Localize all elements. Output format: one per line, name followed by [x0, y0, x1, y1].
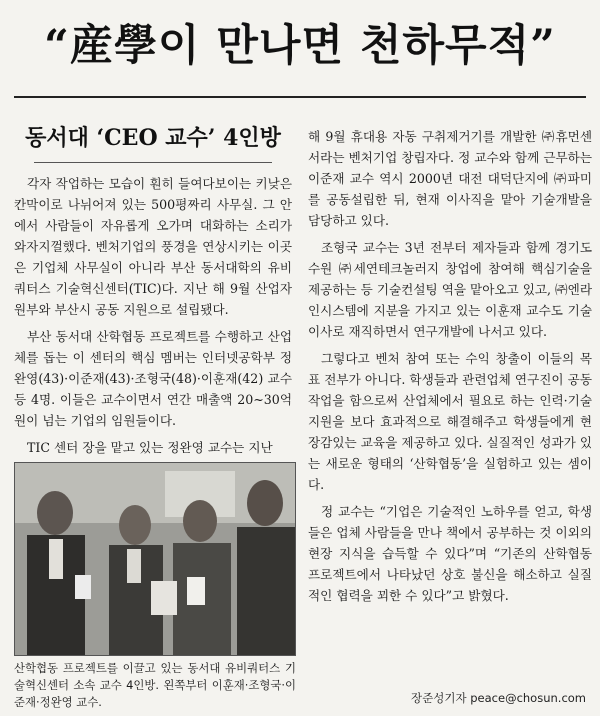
- left-column: [14, 118, 292, 458]
- right-paragraph-3: 그렇다고 벤처 참여 또는 수익 창출이 이들의 목표 전부가 아니다. 학생들과 관련업체 연구진이 공동 작업을 함으로써 산업체에서 필요로 하는 인력·기술 지원을 보다 효과적으로 해결해주고 학생들에게 현장감있는 교육을 제공하고 있다. 실질적인 성과가 있는 새로운 형태의 ‘산학협동’을 실험하고 있는 셈이다.: [308, 351, 592, 492]
- subheadline-rule: [34, 162, 272, 163]
- byline: 장준성기자 peace@chosun.com: [411, 691, 586, 705]
- subheadline: 동서대 ‘CEO 교수’ 4인방: [25, 125, 281, 151]
- professors-photo-illustration: [15, 463, 296, 656]
- article-photo: [14, 462, 296, 656]
- right-paragraph-2: 조형국 교수는 3년 전부터 제자들과 함께 경기도 수원 ㈜세연테크놀러지 창업에 참여해 핵심기술을 제공하는 등 기술컨설팅 역을 맡아오고 있고, ㈜엔라인시스템에 지분을 가지고 있는 이훈재 교수도 기술이사로 재직하면서 연구개발에 나서고 있다.: [308, 240, 592, 339]
- headline: “産學이 만나면 천하무적”: [44, 21, 556, 71]
- left-paragraph-1: 각자 작업하는 모습이 훤히 들여다보이는 키낮은 칸막이로 나뉘어져 있는 500평짜리 사무실. 그 안에서 사람들이 자유롭게 오가며 대화하는 소리가 와자지껄했다. 벤처기업의 풍경을 연상시키는 이곳은 기업체 사무실이 아니라 부산 동서대학의 유비쿼터스 기술혁신센터(TIC)다. 지난 해 9월 산업자원부와 부산시 공동 지원으로 설립됐다.: [14, 176, 292, 317]
- right-paragraph-1: 해 9월 휴대용 자동 구취제거기를 개발한 ㈜휴먼센서라는 벤처기업 창립자다. 정 교수와 함께 근무하는 이준재 교수 역시 2000년 대전 대덕단지에 ㈜파미를 공동설립한 뒤, 현재 이사직을 맡아 기술개발을 담당하고 있다.: [308, 129, 592, 228]
- photo-caption: 산학협동 프로젝트를 이끌고 있는 동서대 유비쿼터스 기술혁신센터 소속 교수 4인방. 왼쪽부터 이훈재·조형국·이준재·정완영 교수.: [14, 661, 296, 709]
- right-column: [308, 126, 592, 606]
- left-paragraph-3: TIC 센터 장을 맡고 있는 정완영 교수는 지난: [27, 440, 273, 455]
- right-paragraph-4: 정 교수는 “기업은 기술적인 노하우를 얻고, 학생들은 업체 사람들을 만나 책에서 공부하는 것 이외의 현장 지식을 습득할 수 있다”며 “기존의 산학협동 프로젝트에서 나타났던 상호 불신을 해소하고 실질적인 협력을 꾀한 수 있다”고 밝혔다.: [308, 504, 592, 603]
- left-paragraph-2: 부산 동서대 산학협동 프로젝트를 수행하고 산업체를 돕는 이 센터의 핵심 멤버는 인터넷공학부 정완영(43)·이준재(43)·조형국(48)·이훈재(42) 교수 등 4명. 이들은 교수이면서 연간 매출액 20~30억원이 넘는 기업의 임원들이다.: [14, 329, 292, 428]
- headline-rule: [14, 96, 586, 98]
